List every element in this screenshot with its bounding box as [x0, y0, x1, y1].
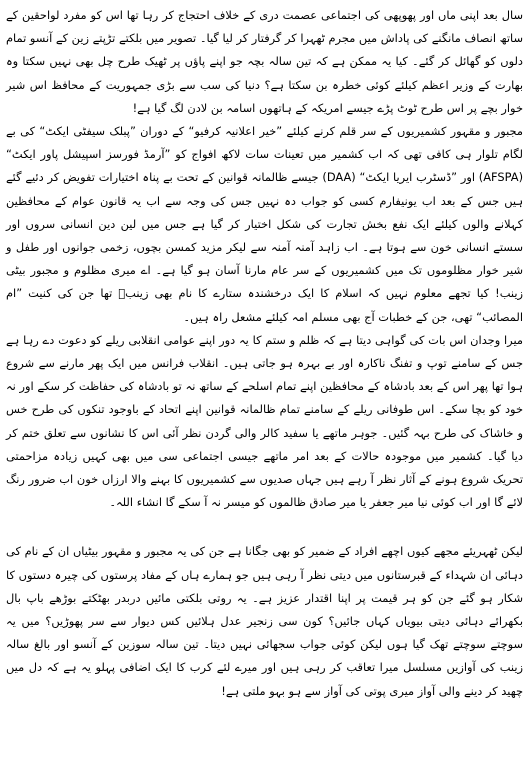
- paragraph-3: میرا وجدان اس بات کی گواہی دیتا ہے کہ ظلم و ستم کا یہ دور اپنے عوامی انقلابی ریلے کو دعوت دے رہا ہے جس کے سامنے توپ و تفنگ ناکارہ اور بے بہرہ ہو جاتی ہیں۔ انقلاب فرانس میں ایک پھر مارنے سے شروع ہوا تھا پھر اس کے بعد بادشاہ کے محافظین اپنے تمام اسلحے کے ساتھ نہ تو بادشاہ کی حفاظت کر سکے اور نہ خود کو بچا سکے۔ اس طوفانی ریلے کے سامنے تمام ظالمانہ قوانین اپنے اتحاد کے باوجود تنکوں کی طرح خس و خاشاک کی طرح بہہ گئیں۔ جوہر ماتھے یا سفید کالر والی گردن نظر آئی اس کا نشانوں سے تعلق ختم کر دیا گیا۔ کشمیر میں موجودہ حالات کے بعد امر ماتھے جیسی اجتماعی سی میں بھی کہیں زیادہ مزاحمتی تحریک شروع ہونے کے آثار نظر آ رہے ہیں جہاں صدیوں سے کشمیریوں کا بہنے والا ارزاں خون اب ضرور رنگ لائے گا اور اب کوئی نیا میر جعفر یا میر صادق ظالموں کو میسر نہ آ سکے گا انشاء اللہ۔: [6, 332, 523, 510]
- paragraph-1: سال بعد اپنی ماں اور پھوپھی کی اجتماعی عصمت دری کے خلاف احتجاج کر رہا تھا اس کو مفرد لواحقین کے ساتھ انصاف مانگنے کی پاداش میں مجرم ٹھہرا کر گرفتار کر لیا گیا۔ تصویر میں بلکتے تڑپتے زین کے آنسو تمام دلوں کو گھائل کر گئے۔ کیا یہ ممکن ہے کہ تین سالہ بچہ جو اپنے پاؤں پر ٹھیک طرح چل بھی نہیں سکتا وہ بھارت کے وزیر اعظم کیلئے کوئی خطرہ بن سکتا ہے؟ دنیا کی سب سے بڑی جمہوریت کے محافظ اس شیر خوار بچے پر اس طرح ٹوٹ پڑے جیسے امریکہ کے ہاتھوں اسامہ بن لادن لگ گیا ہے!: [6, 8, 523, 115]
- paragraph-4: لیکن ٹھہریئے مجھے کیوں اچھے افراد کے ضمیر کو بھی جگانا ہے جن کی یہ مجبور و مقہور بیٹیاں ان کے نام کی دہائی ان شہداء کے قبرستانوں میں دیتی نظر آ رہی ہیں جو ہمارے ہاں کے مفاد پرستوں کی چیرہ دستوں کا شکار ہو گئے جن کو ہر قیمت پر اپنا اقتدار عزیز ہے۔ یہ روتی بلکتی مائیں دربدر بھٹکتے بوڑھے باپ بال بکھرائے دہائی دیتی بیویاں کہاں جائیں؟ کون سی زنجیر عدل ہلائیں کس دیوار سے سر پھوڑیں؟ میں یہ سوچتے سوچتے تھک گیا ہوں لیکن کوئی جواب سجھائی نہیں دیتا۔ تین سالہ سوزین کے آنسو اور بالغ سالہ زینب کی آوازیں مسلسل میرا تعاقب کر رہی ہیں اور میرے لئے کرب کا ایک اضافی پہلو یہ ہے کہ دل میں چھید کر دینے والی آواز میری پوتی کی آواز سے ہو بہو ملتی ہے!: [6, 544, 523, 698]
- paragraph-gap: [6, 514, 523, 540]
- paragraph-2: مجبور و مقہور کشمیریوں کے سر قلم کرنے کیلئے ”خیر اعلانیہ کرفیو“ کے دوران ”پبلک سیفٹی ایکٹ“ کی بے لگام تلوار ہی کافی تھی کہ اب کشمیر میں تعینات سات لاکھ افواج کو ”آرمڈ فورسز اسپیشل پاور ایکٹ“ (AFSPA) اور ”ڈسٹرب ایریا ایکٹ“ (DAA) جیسے ظالمانہ قوانین کے تحت بے پناہ اختیارات تفویض کر دئیے گئے ہیں جس کے بعد اب یونیفارم کسی کو جواب دہ نہیں جس کی وجہ سے اب یہ قانون عوام کے محافظین کہلانے والوں کیلئے ایک نفع بخش تجارت کی شکل اختیار کر گیا ہے جس میں لین دین انسانی سروں اور سستے انسانی خون سے ہوتا ہے۔ اب زاہد آمنہ آمنہ سے لیکر مزید کمسن بچوں، زخمی جوانوں اور طفل و شیر خوار مظلوموں تک میں کشمیریوں کے سر عام مارنا آسان ہو گیا ہے۔ اے میری مظلوم و مجبور بیٹی زینب! کیا تجھے معلوم نہیں کہ اسلام کا ایک درخشندہ ستارے کا نام بھی زینبؓ تھا جن کی کنیت ”ام المصائب“ تھی، جن کے خطبات آج بھی مسلم امہ کیلئے مشعل راہ ہیں۔: [6, 124, 524, 324]
